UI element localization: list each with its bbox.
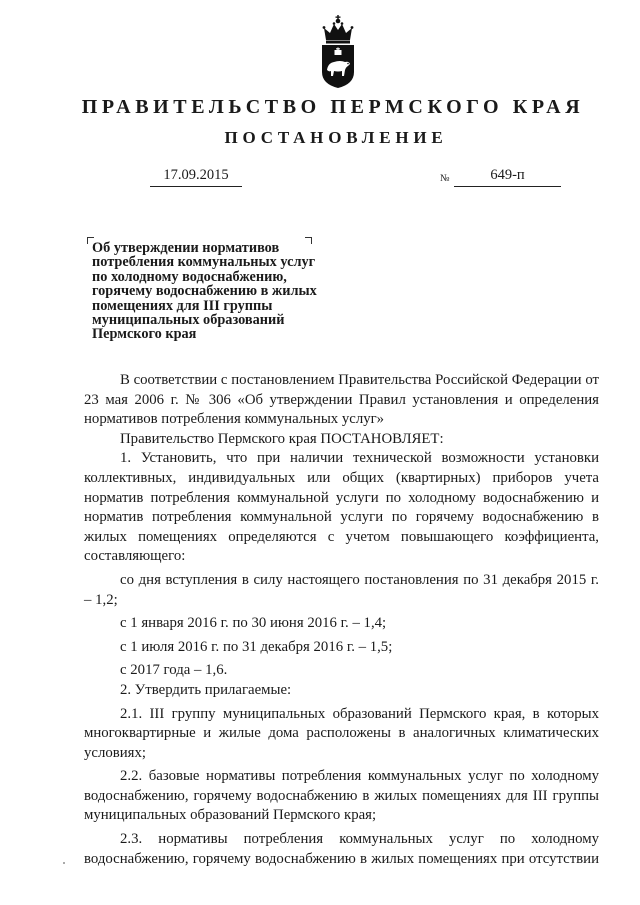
- government-name: ПРАВИТЕЛЬСТВО ПЕРМСКОГО КРАЯ: [81, 96, 585, 118]
- resolves-paragraph: Правительство Пермского края ПОСТАНОВЛЯЕТ:: [120, 430, 444, 447]
- preamble-paragraph: В соответствии с постановлением Правительства Российской Федерации от 23 мая 2006 г. № 306 «Об утверждении Правил установления и определения нормативов потребления коммунальных услуг»: [84, 372, 599, 428]
- title-line: помещениях для III группы: [92, 297, 273, 314]
- document-number: 649-п: [454, 167, 561, 187]
- document-type: ПОСТАНОВЛЕНИЕ: [224, 128, 448, 147]
- document-title: [92, 241, 332, 342]
- title-line: Пермского края: [92, 326, 197, 343]
- coefficient-2015-paragraph: со дня вступления в силу настоящего постановления по 31 декабря 2015 г. – 1,2;: [84, 571, 599, 608]
- coefficient-2016h1-paragraph: с 1 января 2016 г. по 30 июня 2016 г. – 1,4;: [120, 615, 387, 632]
- document-body: [84, 371, 599, 869]
- coat-of-arms-icon: [318, 12, 358, 90]
- title-line: Об утверждении нормативов: [92, 240, 280, 256]
- item-2-1-paragraph: 2.1. III группу муниципальных образований Пермского края, в которых многоквартирные и жилые дома расположены в аналогичных климатических условиях;: [84, 705, 599, 761]
- item-2-3-paragraph: 2.3. нормативы потребления коммунальных услуг по холодному водоснабжению, горячему водоснабжению в жилых помещениях при отсутствии: [84, 831, 599, 867]
- title-line: муниципальных образований: [92, 312, 285, 329]
- coefficient-2017-paragraph: с 2017 года – 1,6.: [120, 662, 228, 679]
- title-line: потребления коммунальных услуг: [92, 254, 316, 271]
- item-2-paragraph: 2. Утвердить прилагаемые:: [120, 681, 292, 698]
- number-sign: №: [440, 173, 450, 184]
- scan-speck: [63, 862, 65, 864]
- item-2-2-paragraph: 2.2. базовые нормативы потребления коммунальных услуг по холодному водоснабжению, горячему водоснабжению в жилых помещениях для III группы муниципальных образований Пермского края;: [84, 768, 599, 824]
- coefficient-2016h2-paragraph: с 1 июля 2016 г. по 31 декабря 2016 г. – 1,5;: [120, 638, 393, 655]
- title-line: по холодному водоснабжению,: [92, 268, 287, 285]
- document-date: 17.09.2015: [150, 167, 242, 187]
- item-1-paragraph: 1. Установить, что при наличии технической возможности установки коллективных, индивидуальных или общих (квартирных) приборов учета норматив потребления коммунальной услуги по холодному водоснабжению и норматив потребления коммунальной услуги по горячему водоснабжению в жилых помещениях определяются с учетом повышающего коэффициента, составляющего:: [84, 450, 599, 565]
- title-line: горячему водоснабжению в жилых: [92, 283, 317, 300]
